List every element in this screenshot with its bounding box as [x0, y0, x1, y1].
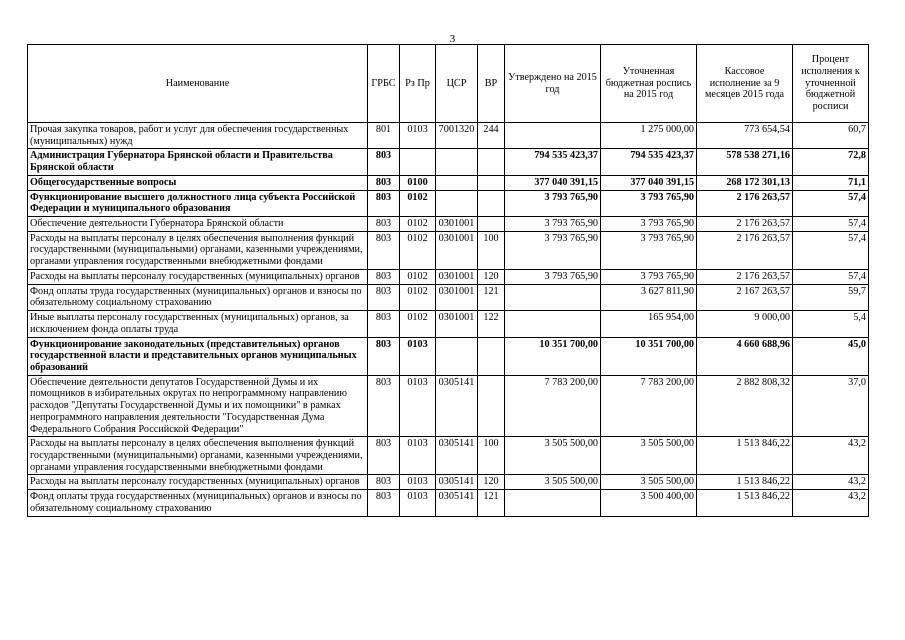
cell-rzpr: 0103 [400, 337, 436, 375]
header-csr: ЦСР [436, 45, 478, 123]
cell-name: Фонд оплаты труда государственных (муниципальных) органов и взносы по обязательному социальному страхованию [28, 284, 368, 310]
cell-approved [505, 284, 601, 310]
table-row [28, 190, 869, 216]
header-approved: Утверждено на 2015 год [505, 45, 601, 123]
table-body [28, 123, 869, 517]
cell-csr: 0305141 [436, 375, 478, 437]
cell-refined: 3 793 765,90 [601, 269, 697, 284]
cell-refined: 3 505 500,00 [601, 475, 697, 490]
cell-rzpr: 0103 [400, 475, 436, 490]
table-row [28, 149, 869, 175]
cell-percent: 57,4 [793, 269, 869, 284]
cell-grbs: 803 [368, 149, 400, 175]
cell-rzpr: 0102 [400, 269, 436, 284]
cell-refined: 3 793 765,90 [601, 190, 697, 216]
cell-grbs: 803 [368, 475, 400, 490]
cell-csr [436, 190, 478, 216]
cell-vr [478, 217, 505, 232]
cell-rzpr: 0103 [400, 123, 436, 149]
cell-grbs: 801 [368, 123, 400, 149]
cell-csr: 0301001 [436, 269, 478, 284]
cell-name: Расходы на выплаты персоналу государственных (муниципальных) органов [28, 475, 368, 490]
header-name: Наименование [28, 45, 368, 123]
table-row [28, 284, 869, 310]
cell-refined: 377 040 391,15 [601, 175, 697, 190]
cell-csr [436, 175, 478, 190]
cell-refined: 1 275 000,00 [601, 123, 697, 149]
cell-name: Обеспечение деятельности Губернатора Брянской области [28, 217, 368, 232]
cell-name: Функционирование законодательных (представительных) органов государственной власти и представительных органов муниципальных образований [28, 337, 368, 375]
cell-percent: 72,8 [793, 149, 869, 175]
cell-percent: 57,4 [793, 231, 869, 269]
cell-percent: 57,4 [793, 190, 869, 216]
cell-csr: 0301001 [436, 217, 478, 232]
cell-csr: 0305141 [436, 437, 478, 475]
cell-vr: 121 [478, 490, 505, 516]
cell-name: Расходы на выплаты персоналу в целях обеспечения выполнения функций государственными (муниципальными) органами, казенными учреждениями, органами управления государственными внебюджетными фондами [28, 437, 368, 475]
header-grbs: ГРБС [368, 45, 400, 123]
cell-refined: 3 627 811,90 [601, 284, 697, 310]
cell-refined: 3 793 765,90 [601, 231, 697, 269]
cell-cash: 9 000,00 [697, 311, 793, 337]
cell-cash: 1 513 846,22 [697, 437, 793, 475]
cell-percent: 43,2 [793, 437, 869, 475]
cell-approved: 794 535 423,37 [505, 149, 601, 175]
cell-cash: 2 176 263,57 [697, 231, 793, 269]
cell-csr [436, 149, 478, 175]
cell-vr: 100 [478, 231, 505, 269]
cell-rzpr: 0102 [400, 231, 436, 269]
cell-vr [478, 175, 505, 190]
cell-approved: 10 351 700,00 [505, 337, 601, 375]
budget-execution-table [27, 44, 869, 517]
cell-grbs: 803 [368, 284, 400, 310]
cell-csr [436, 337, 478, 375]
cell-cash: 2 882 808,32 [697, 375, 793, 437]
header-percent: Процент исполнения к уточненной бюджетной росписи [793, 45, 869, 123]
cell-approved: 3 793 765,90 [505, 190, 601, 216]
cell-approved: 3 505 500,00 [505, 437, 601, 475]
table-header-row [28, 45, 869, 123]
cell-percent: 71,1 [793, 175, 869, 190]
cell-vr [478, 337, 505, 375]
cell-cash: 1 513 846,22 [697, 490, 793, 516]
cell-rzpr: 0100 [400, 175, 436, 190]
header-cash: Кассовое исполнение за 9 месяцев 2015 года [697, 45, 793, 123]
cell-csr: 0301001 [436, 311, 478, 337]
table-row [28, 175, 869, 190]
table-row [28, 231, 869, 269]
cell-rzpr: 0102 [400, 311, 436, 337]
cell-percent: 59,7 [793, 284, 869, 310]
cell-approved [505, 311, 601, 337]
page-number: 3 [449, 33, 456, 45]
cell-csr: 0305141 [436, 475, 478, 490]
cell-approved: 377 040 391,15 [505, 175, 601, 190]
cell-approved [505, 490, 601, 516]
cell-name: Администрация Губернатора Брянской области и Правительства Брянской области [28, 149, 368, 175]
cell-percent: 5,4 [793, 311, 869, 337]
cell-csr: 0301001 [436, 284, 478, 310]
table-row [28, 269, 869, 284]
cell-name: Прочая закупка товаров, работ и услуг для обеспечения государственных (муниципальных) нужд [28, 123, 368, 149]
cell-vr: 100 [478, 437, 505, 475]
cell-grbs: 803 [368, 217, 400, 232]
cell-rzpr: 0103 [400, 375, 436, 437]
header-vr: ВР [478, 45, 505, 123]
table-row [28, 123, 869, 149]
cell-percent: 45,0 [793, 337, 869, 375]
cell-refined: 794 535 423,37 [601, 149, 697, 175]
cell-percent: 43,2 [793, 490, 869, 516]
cell-approved: 7 783 200,00 [505, 375, 601, 437]
cell-cash: 2 167 263,57 [697, 284, 793, 310]
cell-name: Фонд оплаты труда государственных (муниципальных) органов и взносы по обязательному социальному страхованию [28, 490, 368, 516]
cell-rzpr: 0102 [400, 284, 436, 310]
cell-vr: 244 [478, 123, 505, 149]
cell-grbs: 803 [368, 231, 400, 269]
cell-vr [478, 149, 505, 175]
cell-refined: 3 793 765,90 [601, 217, 697, 232]
cell-grbs: 803 [368, 311, 400, 337]
table-row [28, 311, 869, 337]
cell-cash: 268 172 301,13 [697, 175, 793, 190]
table-row [28, 437, 869, 475]
cell-refined: 165 954,00 [601, 311, 697, 337]
cell-vr [478, 375, 505, 437]
cell-percent: 57,4 [793, 217, 869, 232]
cell-vr: 121 [478, 284, 505, 310]
cell-rzpr: 0102 [400, 190, 436, 216]
cell-approved: 3 793 765,90 [505, 217, 601, 232]
cell-cash: 2 176 263,57 [697, 217, 793, 232]
cell-percent: 43,2 [793, 475, 869, 490]
table-row [28, 375, 869, 437]
cell-grbs: 803 [368, 269, 400, 284]
cell-csr: 7001320 [436, 123, 478, 149]
cell-cash: 1 513 846,22 [697, 475, 793, 490]
cell-cash: 578 538 271,16 [697, 149, 793, 175]
cell-approved [505, 123, 601, 149]
cell-rzpr: 0103 [400, 437, 436, 475]
cell-name: Обеспечение деятельности депутатов Государственной Думы и их помощников в избирательных округах по непрограммному направлению расходов "Депутаты Государственной Думы и их помощники" в рамках непрограммного направления деятельности "Государственная Дума Федерального Собрания Российской Федерации" [28, 375, 368, 437]
cell-grbs: 803 [368, 175, 400, 190]
cell-vr: 122 [478, 311, 505, 337]
cell-approved: 3 793 765,90 [505, 269, 601, 284]
cell-refined: 10 351 700,00 [601, 337, 697, 375]
cell-grbs: 803 [368, 437, 400, 475]
cell-rzpr: 0102 [400, 217, 436, 232]
cell-name: Расходы на выплаты персоналу в целях обеспечения выполнения функций государственными (муниципальными) органами, казенными учреждениями, органами управления государственными внебюджетными фондами [28, 231, 368, 269]
table-row [28, 490, 869, 516]
cell-vr: 120 [478, 475, 505, 490]
cell-approved: 3 793 765,90 [505, 231, 601, 269]
cell-csr: 0305141 [436, 490, 478, 516]
cell-grbs: 803 [368, 337, 400, 375]
cell-rzpr [400, 149, 436, 175]
cell-name: Иные выплаты персоналу государственных (муниципальных) органов, за исключением фонда оплаты труда [28, 311, 368, 337]
cell-grbs: 803 [368, 490, 400, 516]
cell-grbs: 803 [368, 375, 400, 437]
cell-rzpr: 0103 [400, 490, 436, 516]
header-refined: Уточненная бюджетная роспись на 2015 год [601, 45, 697, 123]
header-rzpr: Рз Пр [400, 45, 436, 123]
cell-refined: 3 500 400,00 [601, 490, 697, 516]
cell-cash: 2 176 263,57 [697, 190, 793, 216]
cell-cash: 2 176 263,57 [697, 269, 793, 284]
cell-refined: 7 783 200,00 [601, 375, 697, 437]
cell-cash: 773 654,54 [697, 123, 793, 149]
cell-name: Расходы на выплаты персоналу государственных (муниципальных) органов [28, 269, 368, 284]
cell-name: Общегосударственные вопросы [28, 175, 368, 190]
cell-name: Функционирование высшего должностного лица субъекта Российской Федерации и муниципального образования [28, 190, 368, 216]
cell-vr: 120 [478, 269, 505, 284]
cell-csr: 0301001 [436, 231, 478, 269]
cell-cash: 4 660 688,96 [697, 337, 793, 375]
cell-vr [478, 190, 505, 216]
cell-percent: 60,7 [793, 123, 869, 149]
cell-refined: 3 505 500,00 [601, 437, 697, 475]
table-row [28, 337, 869, 375]
cell-grbs: 803 [368, 190, 400, 216]
table-row [28, 475, 869, 490]
cell-percent: 37,0 [793, 375, 869, 437]
cell-approved: 3 505 500,00 [505, 475, 601, 490]
table-row [28, 217, 869, 232]
